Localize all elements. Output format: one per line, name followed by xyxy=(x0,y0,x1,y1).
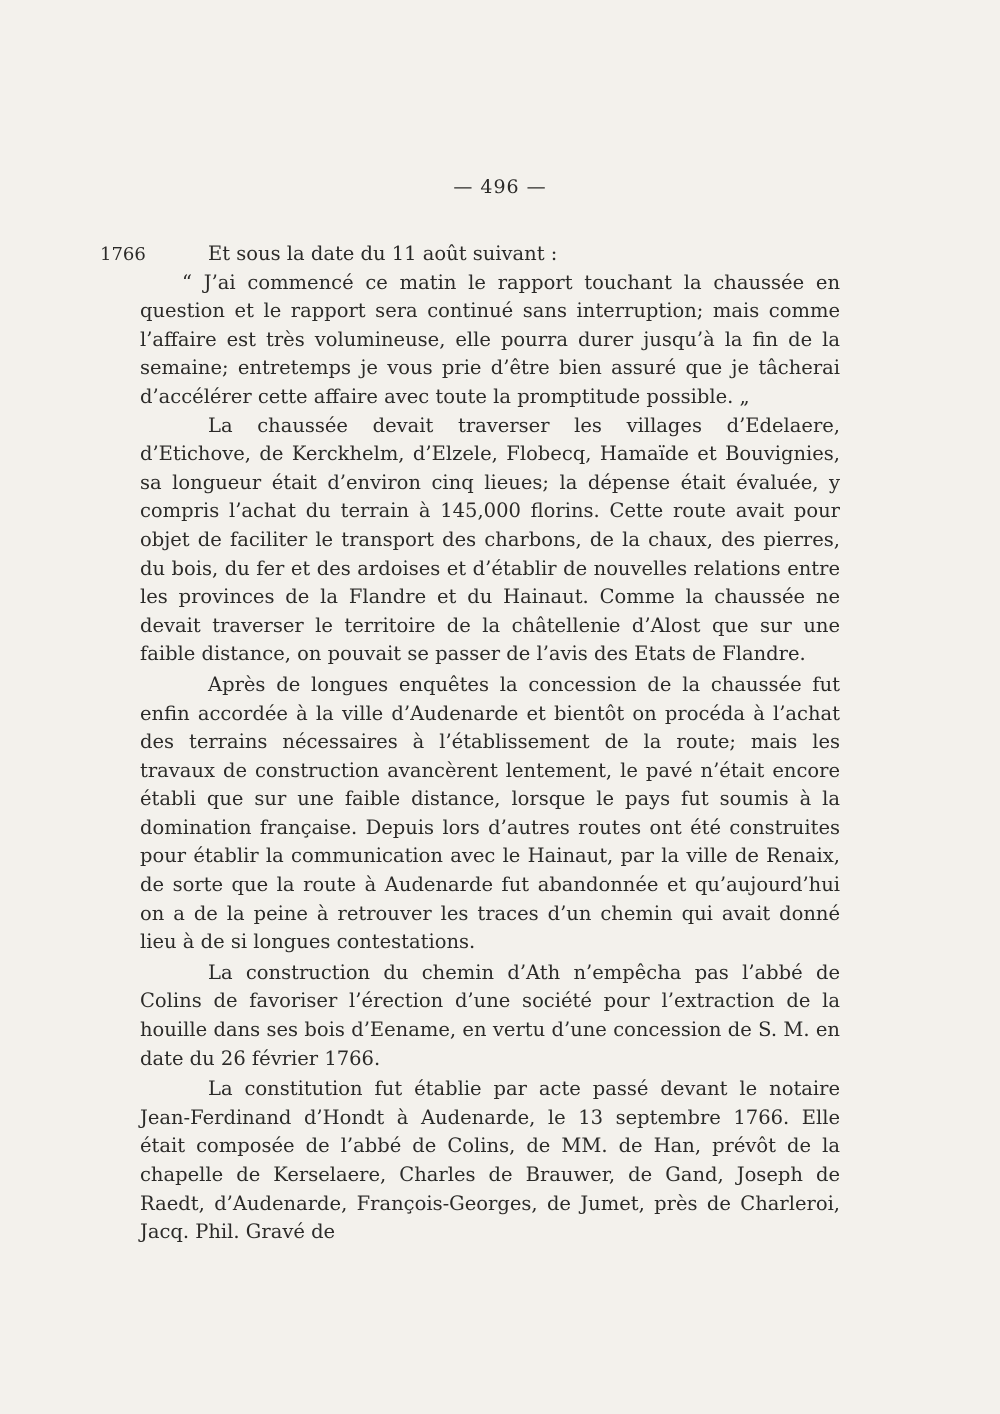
page-number: — 496 — xyxy=(453,176,547,198)
page-body xyxy=(140,240,840,1247)
paragraph-intro: Et sous la date du 11 août suivant : xyxy=(208,242,558,265)
margin-year-note: 1766 xyxy=(100,244,146,265)
paragraph-quote: “ J’ai commencé ce matin le rapport touchant la chaussée en question et le rapport sera continué sans interruption; mais comme l’affaire est très volumineuse, elle pourra durer jusqu’à la fin de la semaine; entretemps je vous prie d’être bien assuré que je tâcherai d’accélérer cette affaire avec toute la promptitude possible. „ xyxy=(140,270,840,408)
paragraph-chaussee: La chaussée devait traverser les villages d’Edelaere, d’Etichove, de Kerckhelm, d’Elzele, Flobecq, Hamaïde et Bouvignies, sa longueur était d’environ cinq lieues; la dépense était évaluée, y compris l’achat du terrain à 145,000 florins. Cette route avait pour objet de faciliter le transport des charbons, de la chaux, des pierres, du bois, du fer et des ardoises et d’établir de nouvelles relations entre les provinces de la Flandre et du Hainaut. Comme la chaussée ne devait traverser le territoire de la châtellenie d’Alost que sur une faible distance, on pouvait se passer de l’avis des Etats de Flandre. xyxy=(140,413,840,666)
paragraph-constitution: La constitution fut établie par acte passé devant le notaire Jean-Ferdinand d’Hondt à Audenarde, le 13 septembre 1766. Elle était composée de l’abbé de Colins, de MM. de Han, prévôt de la chapelle de Kerselaere, Charles de Brauwer, de Gand, Joseph de Raedt, d’Audenarde, François-Georges, de Jumet, près de Charleroi, Jacq. Phil. Gravé de xyxy=(140,1077,840,1244)
paragraph-enquetes: Après de longues enquêtes la concession de la chaussée fut enfin accordée à la ville d’Audenarde et bientôt on procéda à l’achat des terrains nécessaires à l’établissement de la route; mais les travaux de construction avancèrent lentement, le pavé n’était encore établi que sur une faible distance, lorsque le pays fut soumis à la domination française. Depuis lors d’autres routes ont été construites pour établir la communication avec le Hainaut, par la ville de Renaix, de sorte que la route à Audenarde fut abandonnée et qu’aujourd’hui on a de la peine à retrouver les traces d’un chemin qui avait donné lieu à de si longues contestations. xyxy=(140,672,840,954)
paragraph-houille: La construction du chemin d’Ath n’empêcha pas l’abbé de Colins de favoriser l’érection d’une société pour l’extraction de la houille dans ses bois d’Eename, en vertu d’une concession de S. M. en date du 26 février 1766. xyxy=(140,960,840,1070)
